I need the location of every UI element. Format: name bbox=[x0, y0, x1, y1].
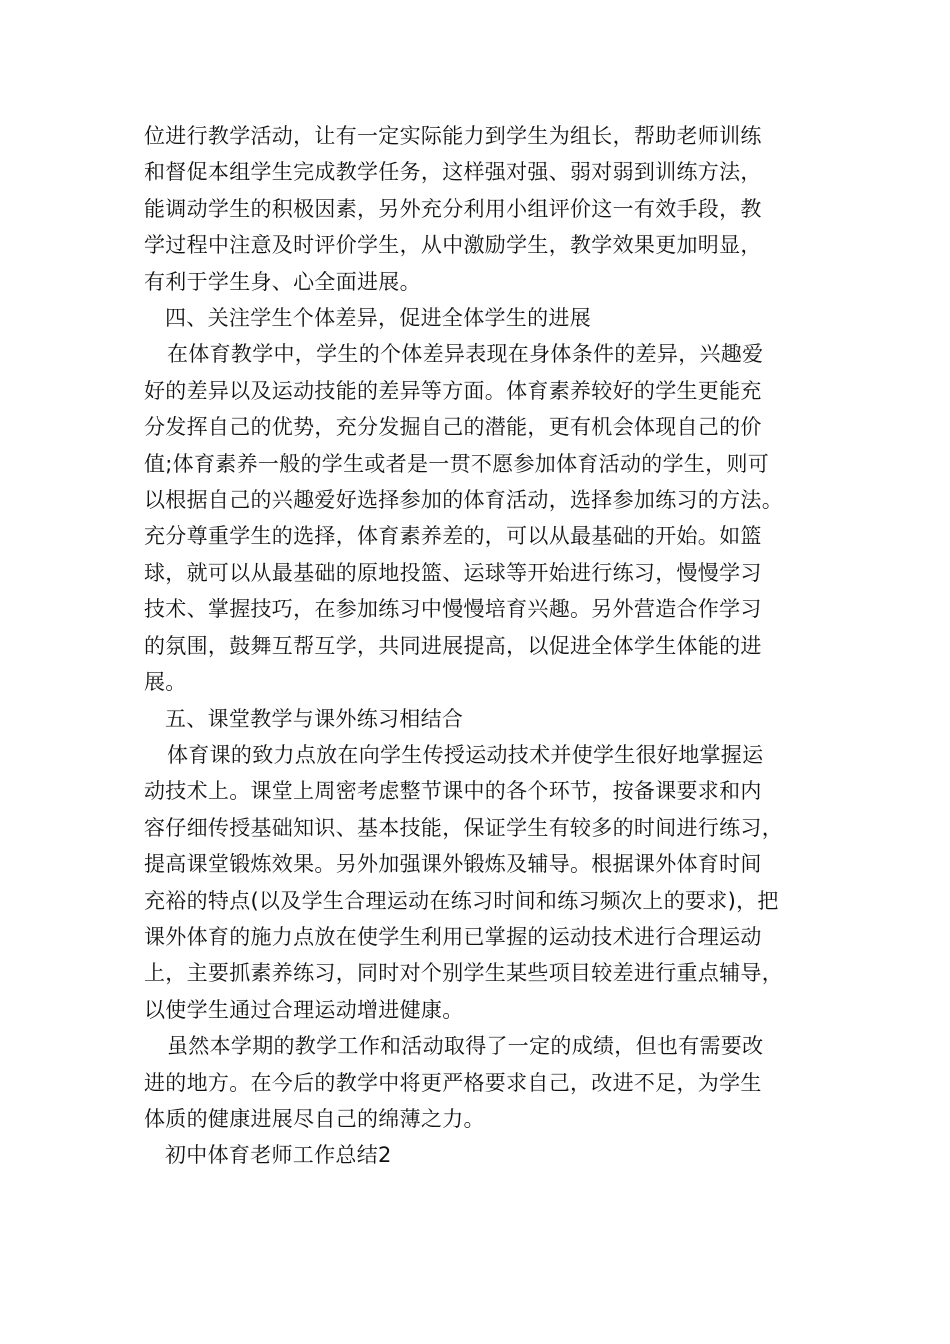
paragraph-classroom-and-extracurricular: 体育课的致力点放在向学生传授运动技术并使学生很好地掌握运 动技术上。课堂上周密考虑整节课中的各个环节，按备课要求和内 容仔细传授基础知识、基本技能，保证学生有较多的时间进行练习， 提高课堂锻炼效果。另外加强课外锻炼及辅导。根据课外体育时间 充裕的特点(以及学生合理运动在练习时间和练习频次上的要求)，把 课外体育的施力点放在使学生利用已掌握的运动技术进行合理运动 上，主要抓素养练习，同时对个别学生某些项目较差进行重点辅导， 以使学生通过合理运动增进健康。 bbox=[144, 742, 783, 1022]
paragraph-individual-differences: 在体育教学中，学生的个体差异表现在身体条件的差异，兴趣爱 好的差异以及运动技能的差异等方面。体育素养较好的学生更能充 分发挥自己的优势，充分发掘自己的潜能，更有机会体现自己的价 值;体育素养一般的学生或者是一贯不愿参加体育活动的学生，则可 以根据自己的兴趣爱好选择参加的体育活动，选择参加练习的方法。 充分尊重学生的选择，体育素养差的，可以从最基础的开始。如篮 球，就可以从最基础的原地投篮、运球等开始进行练习，慢慢学习 技术、掌握技巧，在参加练习中慢慢培育兴趣。另外营造合作学习 的氛围，鼓舞互帮互学，共同进展提高，以促进全体学生体能的进 展。 bbox=[144, 342, 783, 695]
section-heading-5: 五、课堂教学与课外练习相结合 bbox=[165, 706, 464, 731]
section-heading-4: 四、关注学生个体差异，促进全体学生的进展 bbox=[165, 306, 591, 331]
paragraph-continuation: 位进行教学活动，让有一定实际能力到学生为组长，帮助老师训练 和督促本组学生完成教学任务，这样强对强、弱对弱到训练方法， 能调动学生的积极因素，另外充分利用小组评价这一有效手段，教 学过程中注意及时评价学生，从中激励学生，教学效果更加明显， 有利于学生身、心全面进展。 bbox=[144, 124, 762, 294]
document-body bbox=[144, 118, 824, 1174]
document-section-title: 初中体育老师工作总结2 bbox=[165, 1143, 392, 1168]
paragraph-conclusion: 虽然本学期的教学工作和活动取得了一定的成绩，但也有需要改 进的地方。在今后的教学中将更严格要求自己，改进不足，为学生 体质的健康进展尽自己的绵薄之力。 bbox=[144, 1034, 764, 1131]
